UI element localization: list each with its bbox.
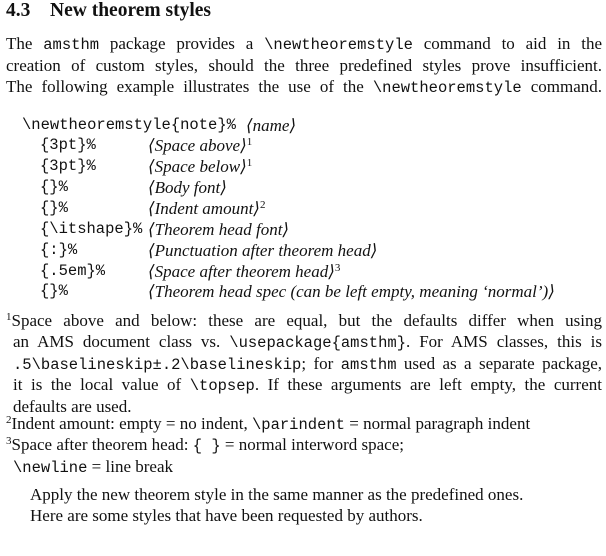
- code-comment: ⟨name⟩: [246, 116, 297, 135]
- intro-line-2: creation of custom styles, should the three predefined styles prove insufficient.: [6, 55, 602, 75]
- code-comment: [148, 261, 340, 282]
- code-comment: [148, 177, 227, 198]
- text: command to aid in the: [412, 34, 602, 53]
- text: = normal interword space;: [220, 435, 404, 454]
- closing-paragraph: [30, 484, 523, 526]
- text: Space after theorem head:: [11, 435, 193, 454]
- code-comment: [148, 240, 377, 261]
- code-comment: [148, 135, 252, 156]
- code-arg: {.5em}%: [40, 262, 106, 280]
- footnote-line: [6, 332, 602, 354]
- text: Indent amount: empty = no indent,: [11, 414, 252, 433]
- code-arg: {3pt}%: [40, 157, 96, 175]
- text: command.: [521, 76, 602, 96]
- command-name: .5\baselineskip±.2\baselineskip: [13, 355, 302, 374]
- footnote-line: [6, 414, 602, 436]
- text: The: [6, 34, 44, 53]
- intro-paragraph: [6, 34, 602, 98]
- code-comment: [148, 219, 289, 240]
- footnote-mark: 3: [6, 435, 12, 447]
- comment-text: ⟨Body font⟩: [148, 178, 227, 197]
- command-name: \newtheoremstyle: [372, 78, 522, 97]
- footnote-2: [6, 414, 602, 436]
- footnote-line: [6, 311, 602, 332]
- comment-text: ⟨Theorem head font⟩: [148, 220, 290, 239]
- comment-text: ⟨Space below⟩: [148, 157, 247, 176]
- command-name: \newline: [13, 458, 88, 477]
- command-name: \parindent: [251, 416, 345, 434]
- text: Space above and below: these are equal, but the defaults differ when using: [11, 311, 602, 330]
- code-text: { }: [192, 437, 221, 455]
- text: . For AMS classes, this is: [406, 331, 602, 351]
- comment-text: ⟨Indent amount⟩: [148, 199, 260, 218]
- code-arg: {}%: [40, 178, 68, 196]
- footnote-mark: 3: [334, 262, 341, 274]
- code-arg: {\itshape}%: [40, 220, 143, 238]
- footnote-mark: 1: [246, 136, 253, 148]
- footnote-line: [6, 354, 602, 376]
- text: = line break: [87, 456, 174, 476]
- text: an AMS document class vs.: [13, 331, 230, 351]
- text: = normal paragraph indent: [344, 414, 531, 433]
- command-name: \usepackage{amsthm}: [229, 333, 406, 352]
- comment-text: ⟨Punctuation after theorem head⟩: [148, 241, 378, 260]
- command-name: \topsep: [189, 377, 255, 396]
- footnote-line: [6, 375, 602, 397]
- comment-text: ⟨Theorem head spec (can be left empty, meaning ‘normal’)⟩: [148, 282, 555, 301]
- footnote-3: [6, 435, 602, 479]
- footnote-mark: 2: [259, 199, 266, 211]
- intro-line-1: [6, 34, 602, 56]
- section-title: New theorem styles: [50, 0, 212, 21]
- comment-text: ⟨Space after theorem head⟩: [148, 262, 335, 281]
- code-comment: [148, 198, 265, 219]
- text: package provides a: [99, 34, 265, 53]
- text: The following example illustrates the use of the: [6, 76, 373, 96]
- code-arg: {}%: [40, 199, 68, 217]
- footnote-line: defaults are used.: [13, 397, 132, 417]
- package-name: amsthm: [340, 355, 397, 374]
- closing-line-2: Here are some styles that have been requested by authors.: [30, 506, 423, 525]
- code-arg: {}%: [40, 282, 68, 300]
- command-name: \newtheoremstyle: [264, 36, 413, 54]
- footnote-mark: 1: [246, 157, 253, 169]
- footnote-line: [6, 457, 602, 479]
- code-comment: [148, 281, 555, 302]
- footnote-mark: 2: [6, 414, 12, 426]
- text: ; for: [301, 353, 341, 373]
- package-name: amsthm: [43, 36, 100, 54]
- code-arg: {3pt}%: [40, 136, 96, 154]
- footnote-1: [6, 311, 602, 418]
- section-heading: [6, 0, 211, 22]
- comment-text: ⟨Space above⟩: [148, 136, 247, 155]
- code-arg: {:}%: [40, 241, 78, 259]
- closing-line-1: Apply the new theorem style in the same manner as the predefined ones.: [30, 485, 524, 504]
- text: . If these arguments are left empty, the current: [254, 375, 602, 395]
- section-number: 4.3: [6, 0, 31, 21]
- code-comment: [148, 156, 252, 177]
- footnote-mark: 1: [6, 311, 12, 323]
- footnote-line: [6, 435, 602, 457]
- text: it is the local value of: [13, 375, 190, 395]
- text: used as a separate package,: [396, 353, 603, 373]
- code-command: \newtheoremstyle{note}%: [22, 116, 236, 134]
- intro-line-3: [6, 77, 602, 99]
